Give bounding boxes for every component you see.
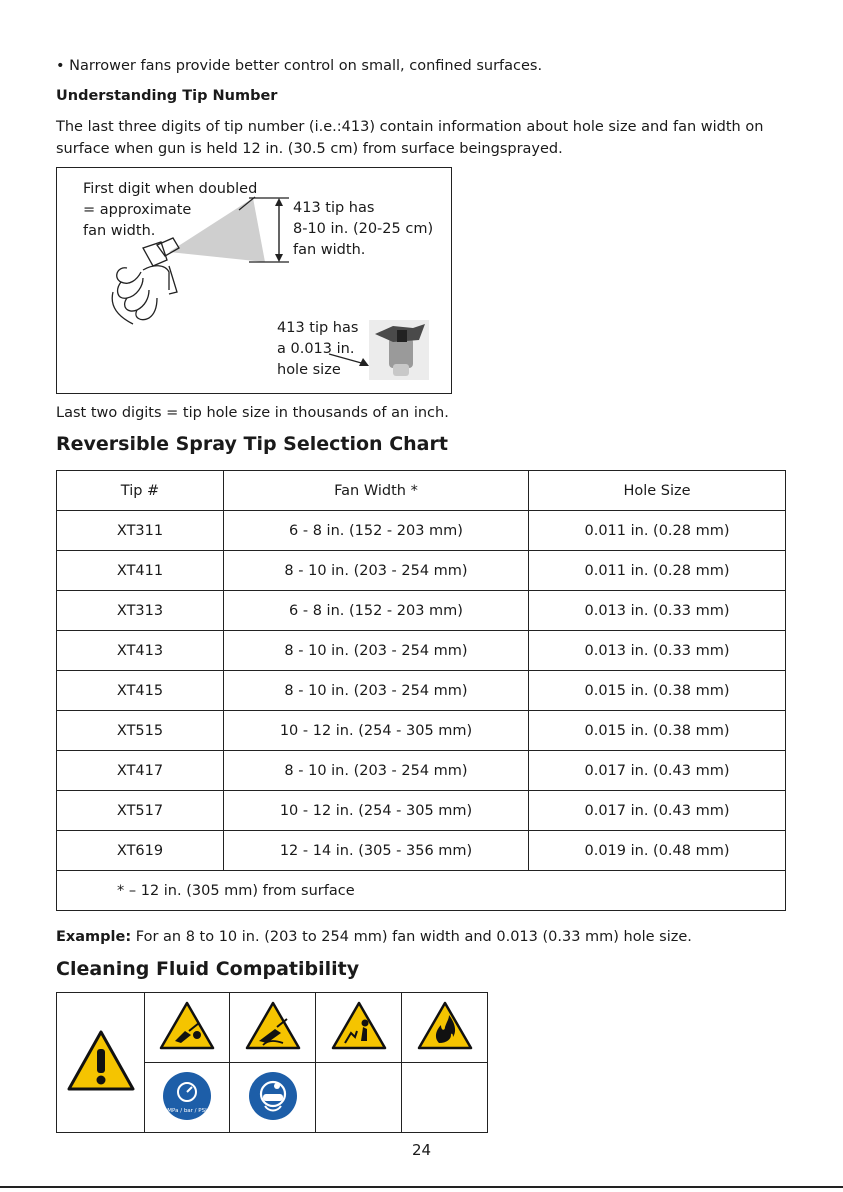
table-row [57, 791, 786, 831]
high-pressure-warning-icon [245, 1001, 301, 1051]
protective-gear-cell [230, 1063, 316, 1133]
pressure-gauge-mandatory-icon [161, 1070, 213, 1122]
example-line [56, 926, 692, 948]
hole-size-cell: 0.013 in. (0.33 mm) [529, 591, 786, 631]
fan-width-cell: 12 - 14 in. (305 - 356 mm) [224, 831, 529, 871]
injection-hazard-cell [145, 993, 230, 1063]
table-footnote: * – 12 in. (305 mm) from surface [57, 871, 786, 911]
pressure-hazard-cell [230, 993, 316, 1063]
intro-paragraph: The last three digits of tip number (i.e.:413) contain information about hole size and fan width on surface when gun is held 12 in. (30.5 cm) from surface beingsprayed. [56, 119, 764, 157]
general-warning-cell [57, 993, 145, 1133]
tip-number-figure [56, 167, 452, 394]
tip-cell: XT311 [57, 511, 224, 551]
hole-size-note: 413 tip has a 0.013 in. hole size [277, 320, 359, 378]
fan-width-value-note: 413 tip has 8-10 in. (20-25 cm) fan width. [293, 200, 434, 258]
arrow-up-icon [275, 198, 283, 206]
table-row [57, 671, 786, 711]
fire-explosion-warning-icon [417, 1001, 473, 1051]
safety-icon-grid [56, 992, 488, 1133]
figure-caption: Last two digits = tip hole size in thousands of an inch. [56, 405, 449, 421]
tip-cell: XT619 [57, 831, 224, 871]
table-footnote-row [57, 871, 786, 911]
tip-cell: XT413 [57, 631, 224, 671]
cleaning-title: Cleaning Fluid Compatibility [56, 958, 360, 980]
hole-size-cell: 0.017 in. (0.43 mm) [529, 751, 786, 791]
fan-width-cell: 8 - 10 in. (203 - 254 mm) [224, 551, 529, 591]
header-fan-width: Fan Width * [224, 471, 529, 511]
example-label: Example: [56, 929, 132, 945]
general-warning-icon [66, 1029, 136, 1093]
fan-width-cell: 6 - 8 in. (152 - 203 mm) [224, 591, 529, 631]
tip-cell: XT517 [57, 791, 224, 831]
pointer-arrow-icon [359, 358, 369, 366]
empty-cell [402, 1063, 488, 1133]
spray-gun-hand-icon [112, 238, 179, 324]
table-row [57, 511, 786, 551]
gauge-label: MPa / bar / PSI [167, 1107, 207, 1114]
hole-size-cell: 0.017 in. (0.43 mm) [529, 791, 786, 831]
table-row [57, 551, 786, 591]
fan-width-cell: 8 - 10 in. (203 - 254 mm) [224, 631, 529, 671]
arrow-down-icon [275, 254, 283, 262]
pressure-gauge-cell [145, 1063, 230, 1133]
chemical-splash-warning-icon [331, 1001, 387, 1051]
spray-fan [169, 198, 265, 262]
table-header-row [57, 471, 786, 511]
example-text: For an 8 to 10 in. (203 to 254 mm) fan width and 0.013 (0.33 mm) hole size. [131, 929, 692, 945]
header-tip: Tip # [57, 471, 224, 511]
wear-protective-equipment-icon [247, 1070, 299, 1122]
skin-injection-warning-icon [159, 1001, 215, 1051]
fan-width-cell: 6 - 8 in. (152 - 203 mm) [224, 511, 529, 551]
table-row [57, 831, 786, 871]
fire-hazard-cell [402, 993, 488, 1063]
table-row [57, 631, 786, 671]
section-subheading: Understanding Tip Number [56, 88, 278, 104]
page-number: 24 [411, 1141, 432, 1159]
fan-width-cell: 8 - 10 in. (203 - 254 mm) [224, 751, 529, 791]
bottom-rule [0, 1186, 843, 1188]
tip-cell: XT515 [57, 711, 224, 751]
tip-selection-table [56, 470, 786, 911]
table-row [57, 751, 786, 791]
tip-cell: XT417 [57, 751, 224, 791]
hole-size-cell: 0.015 in. (0.38 mm) [529, 671, 786, 711]
header-hole-size: Hole Size [529, 471, 786, 511]
tip-cell: XT411 [57, 551, 224, 591]
fan-width-cell: 8 - 10 in. (203 - 254 mm) [224, 671, 529, 711]
fan-width-note: First digit when doubled = approximate fan width. [83, 181, 258, 239]
spray-tip-photo [369, 320, 429, 380]
fan-width-cell: 10 - 12 in. (254 - 305 mm) [224, 711, 529, 751]
bullet-text: • Narrower fans provide better control on small, confined surfaces. [56, 58, 543, 74]
splash-hazard-cell [316, 993, 402, 1063]
table-row [57, 591, 786, 631]
chart-title: Reversible Spray Tip Selection Chart [56, 433, 448, 455]
hole-size-cell: 0.015 in. (0.38 mm) [529, 711, 786, 751]
tip-cell: XT415 [57, 671, 224, 711]
hole-pointer-line [329, 354, 365, 364]
hole-size-cell: 0.013 in. (0.33 mm) [529, 631, 786, 671]
hole-size-cell: 0.019 in. (0.48 mm) [529, 831, 786, 871]
hole-size-cell: 0.011 in. (0.28 mm) [529, 511, 786, 551]
empty-cell [316, 1063, 402, 1133]
hole-size-cell: 0.011 in. (0.28 mm) [529, 551, 786, 591]
tip-cell: XT313 [57, 591, 224, 631]
figure-illustration [57, 168, 453, 395]
fan-width-cell: 10 - 12 in. (254 - 305 mm) [224, 791, 529, 831]
table-row [57, 711, 786, 751]
